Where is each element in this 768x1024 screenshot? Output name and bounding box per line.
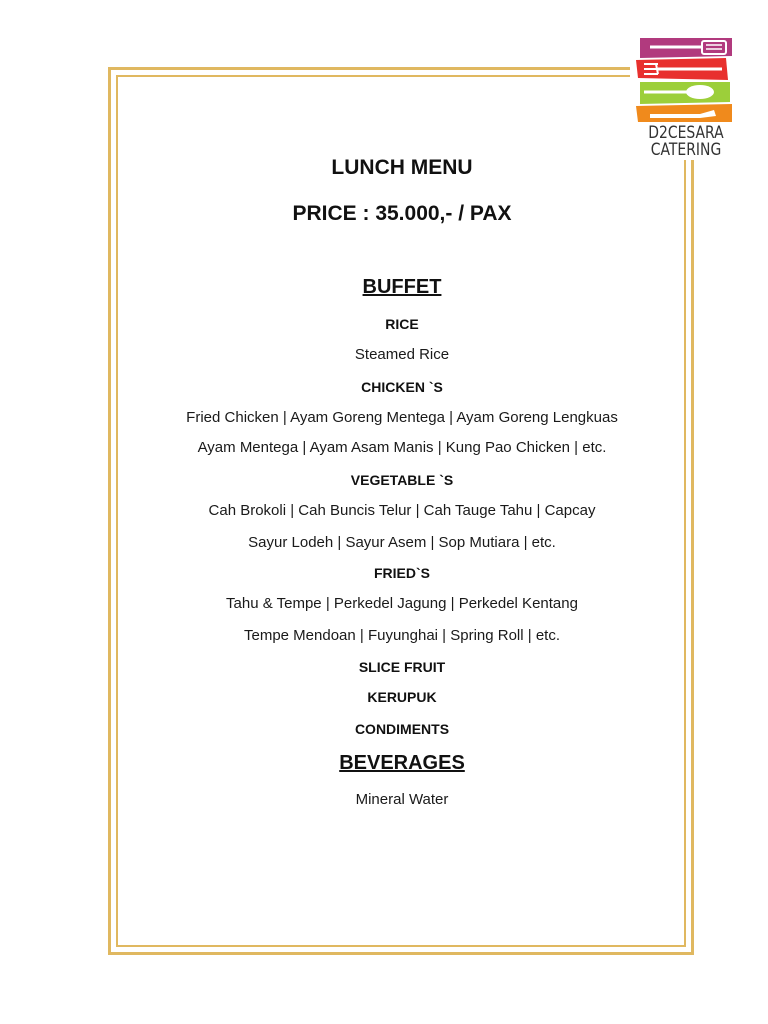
rice-items: Steamed Rice xyxy=(354,346,450,363)
vegetable-items-1: Cah Brokoli | Cah Buncis Telur | Cah Tauge Tahu | Capcay xyxy=(208,502,596,519)
menu-price: PRICE : 35.000,- / PAX xyxy=(292,202,512,225)
menu-title: LUNCH MENU xyxy=(331,156,473,179)
condiments-label: CONDIMENTS xyxy=(354,721,450,737)
vegetable-items-2: Sayur Lodeh | Sayur Asem | Sop Mutiara | etc. xyxy=(248,534,556,551)
fried-items-2: Tempe Mendoan | Fuyunghai | Spring Roll | etc. xyxy=(243,627,561,644)
chicken-label: CHICKEN `S xyxy=(361,379,443,395)
chicken-items-1: Fried Chicken | Ayam Goreng Mentega | Ayam Goreng Lengkuas xyxy=(186,409,618,426)
fruit-label: SLICE FRUIT xyxy=(358,659,446,675)
buffet-heading: BUFFET xyxy=(362,276,442,298)
kerupuk-label: KERUPUK xyxy=(367,689,437,705)
beverages-heading: BEVERAGES xyxy=(339,752,465,774)
beverages-items: Mineral Water xyxy=(355,791,449,808)
chicken-items-2: Ayam Mentega | Ayam Asam Manis | Kung Pao Chicken | etc. xyxy=(197,439,607,456)
logo-graphic xyxy=(630,32,742,124)
vegetable-label: VEGETABLE `S xyxy=(350,472,454,488)
rice-label: RICE xyxy=(385,316,419,332)
logo-text-line2: CATERING xyxy=(650,140,722,160)
logo-text-line1: D2CESARA xyxy=(648,123,724,143)
fried-label: FRIED`S xyxy=(374,565,430,581)
fried-items-1: Tahu & Tempe | Perkedel Jagung | Perkedel Kentang xyxy=(226,595,578,612)
catering-logo xyxy=(630,32,742,160)
